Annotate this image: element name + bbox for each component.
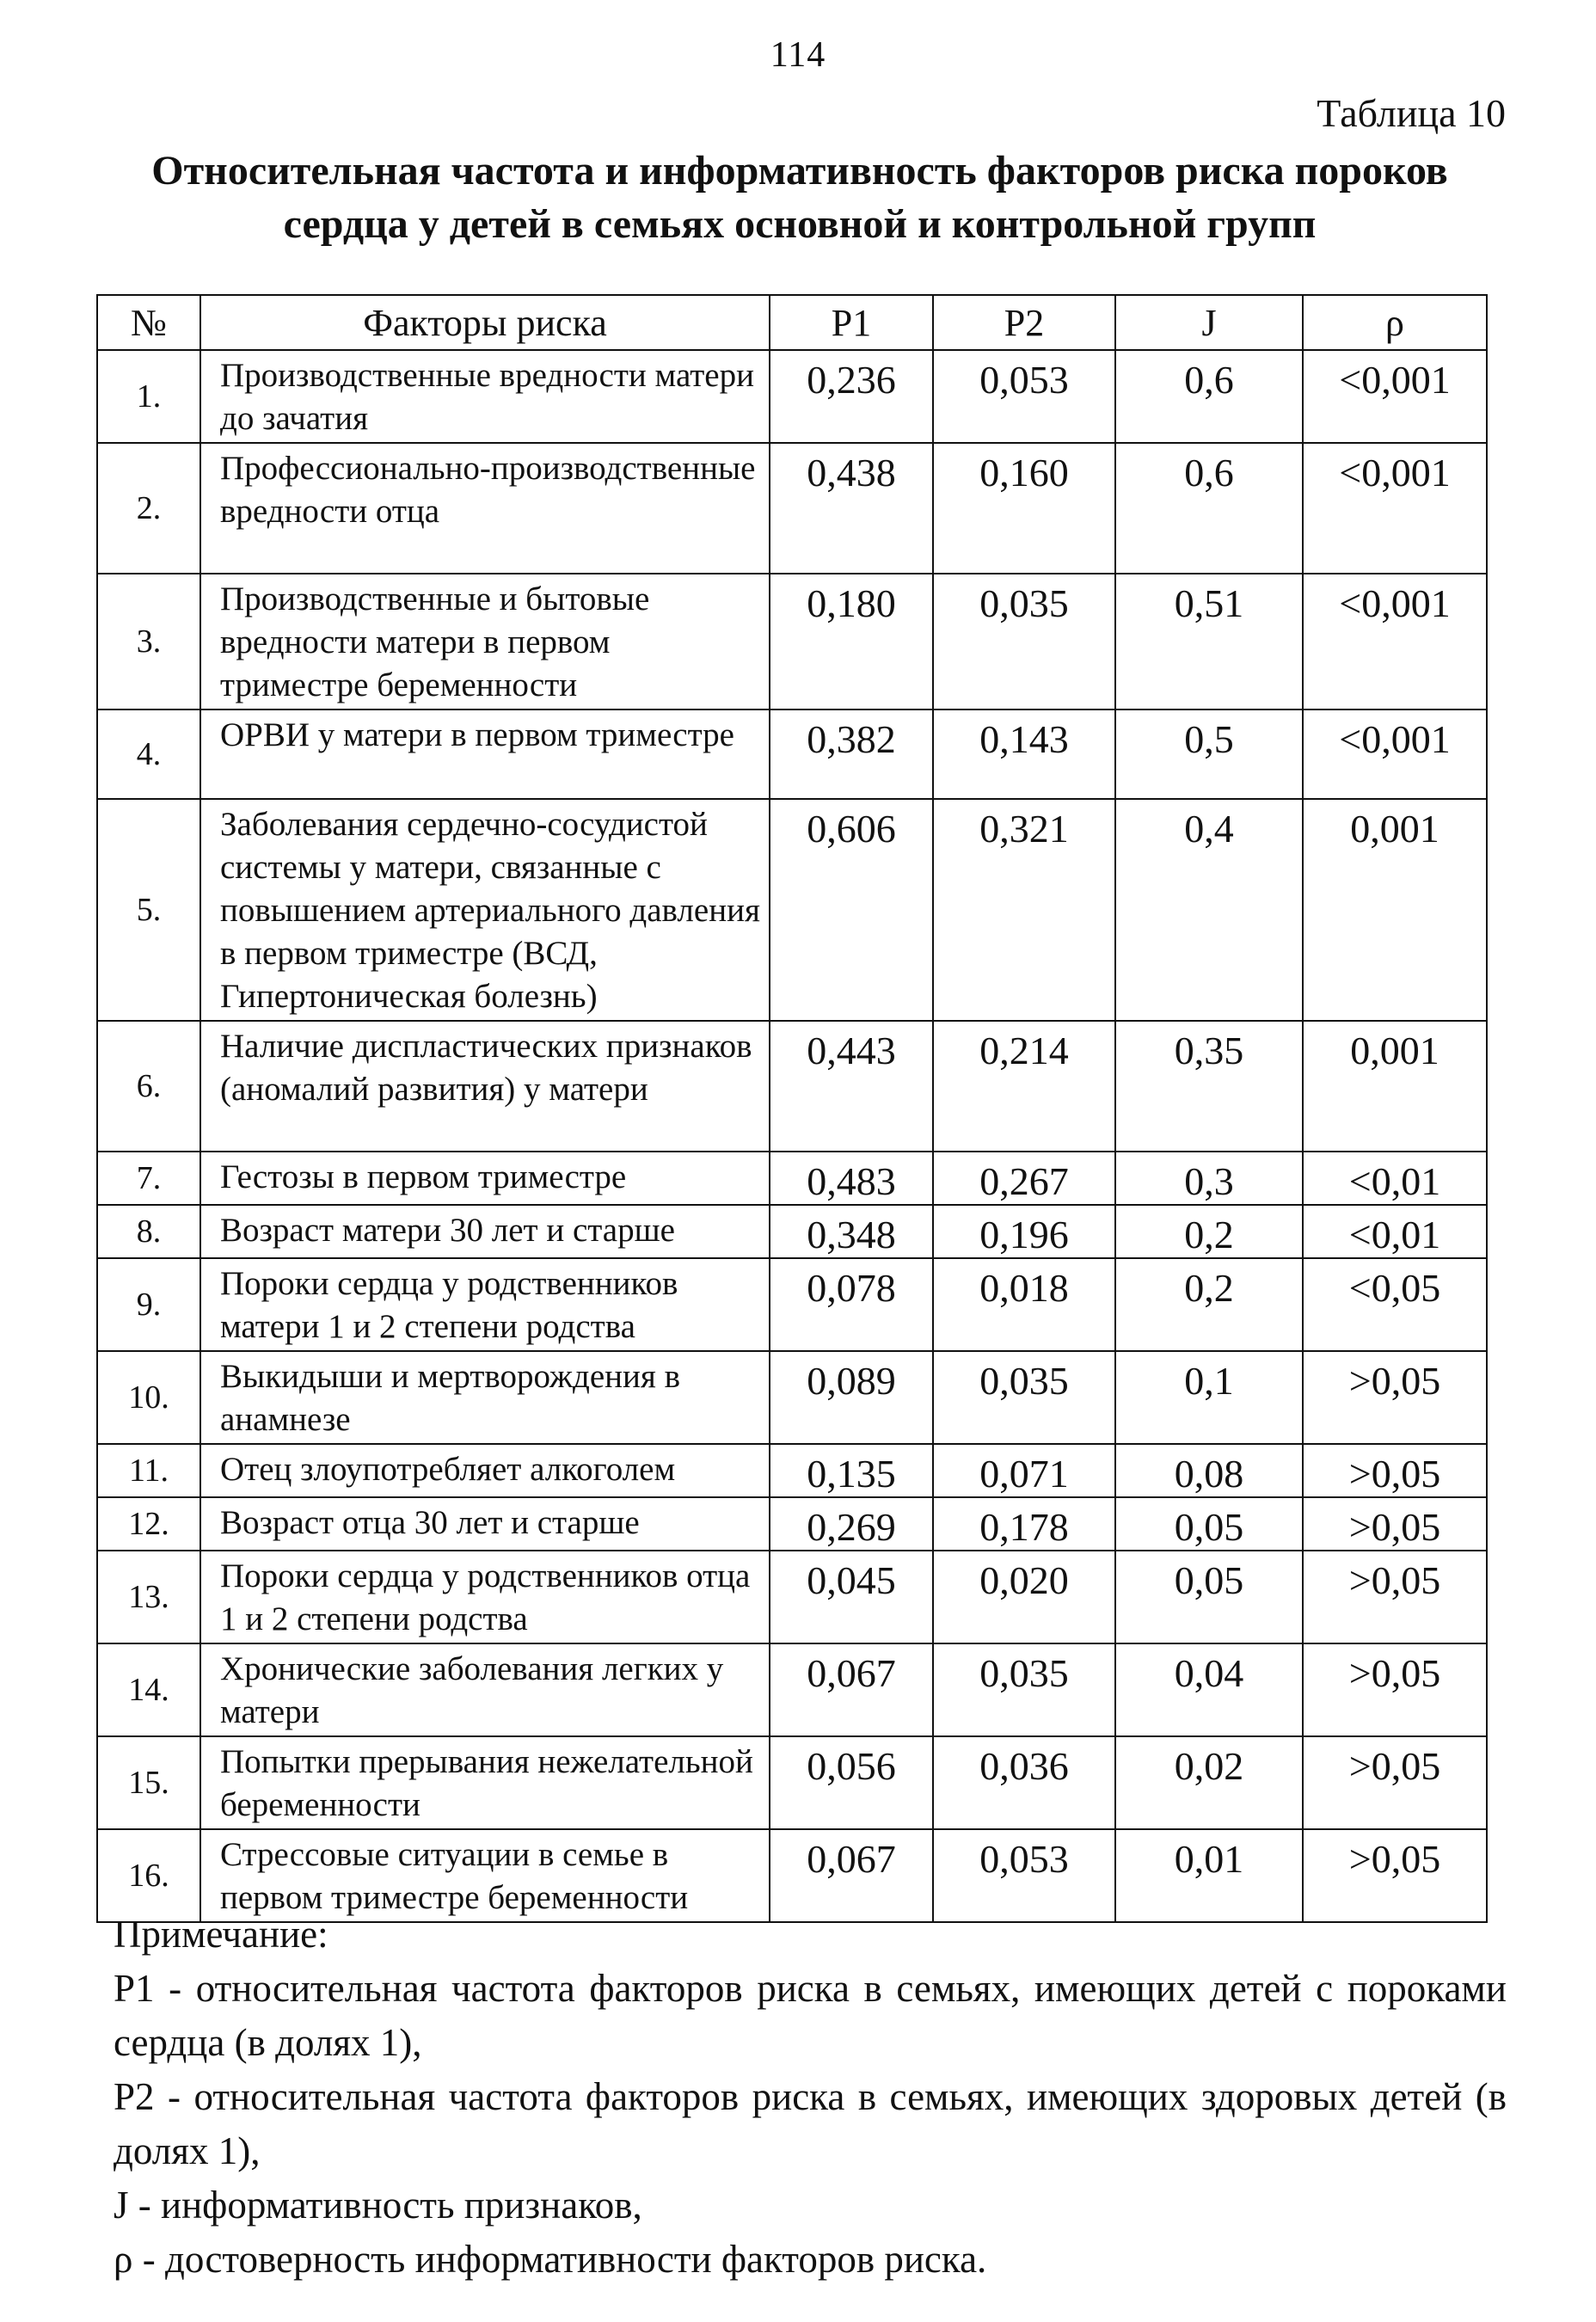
title-line-1: Относительная частота и информативность факторов риска пороков [151, 148, 1448, 194]
row-j: 0,2 [1115, 1205, 1303, 1258]
row-number: 8. [97, 1205, 200, 1258]
note-p2: P2 - относительная частота факторов риска в семьях, имеющих здоровых детей (в долях 1), [114, 2075, 1507, 2172]
row-p1: 0,443 [770, 1021, 933, 1152]
table-label: Таблица 10 [1317, 91, 1506, 135]
row-factor: Хронические заболевания легких у матери [200, 1643, 770, 1736]
row-rho: <0,001 [1303, 350, 1487, 443]
row-rho: 0,001 [1303, 1021, 1487, 1152]
row-number: 10. [97, 1351, 200, 1444]
row-p1: 0,135 [770, 1444, 933, 1497]
row-number: 9. [97, 1258, 200, 1351]
row-rho: >0,05 [1303, 1351, 1487, 1444]
table-row [97, 1205, 1487, 1258]
row-rho: <0,001 [1303, 443, 1487, 574]
table-row [97, 1152, 1487, 1205]
row-factor: Попытки прерывания нежелательной беременности [200, 1736, 770, 1829]
row-number: 16. [97, 1829, 200, 1922]
title-line-2: сердца у детей в семьях основной и контрольной групп [283, 201, 1317, 247]
row-j: 0,6 [1115, 350, 1303, 443]
row-p1: 0,067 [770, 1643, 933, 1736]
row-factor: Пороки сердца у родственников отца 1 и 2 степени родства [200, 1551, 770, 1643]
table-row [97, 799, 1487, 1021]
row-number: 14. [97, 1643, 200, 1736]
table-row [97, 1551, 1487, 1643]
row-number: 12. [97, 1497, 200, 1551]
row-p1: 0,438 [770, 443, 933, 574]
row-factor: Наличие диспластических признаков (аномалий развития) у матери [200, 1021, 770, 1152]
notes-heading: Примечание: [114, 1913, 328, 1956]
row-p1: 0,236 [770, 350, 933, 443]
row-rho: >0,05 [1303, 1736, 1487, 1829]
row-factor: Производственные вредности матери до зачатия [200, 350, 770, 443]
row-factor: Возраст отца 30 лет и старше [200, 1497, 770, 1551]
header-rho: ρ [1303, 295, 1487, 350]
row-p2: 0,321 [933, 799, 1115, 1021]
page-number: 114 [770, 35, 826, 75]
table-title [103, 144, 1496, 251]
row-j: 0,5 [1115, 710, 1303, 799]
notes [114, 1907, 1507, 2287]
row-j: 0,4 [1115, 799, 1303, 1021]
row-rho: >0,05 [1303, 1551, 1487, 1643]
row-factor: Заболевания сердечно-сосудистой системы у матери, связанные с повышением артериального давления в первом триместре (ВСД, Гипертоническая болезнь) [200, 799, 770, 1021]
row-rho: <0,01 [1303, 1152, 1487, 1205]
row-p2: 0,160 [933, 443, 1115, 574]
row-p2: 0,071 [933, 1444, 1115, 1497]
row-p2: 0,267 [933, 1152, 1115, 1205]
row-factor: Пороки сердца у родственников матери 1 и 2 степени родства [200, 1258, 770, 1351]
row-p2: 0,020 [933, 1551, 1115, 1643]
row-number: 4. [97, 710, 200, 799]
row-factor: Возраст матери 30 лет и старше [200, 1205, 770, 1258]
row-factor: Гестозы в первом триместре [200, 1152, 770, 1205]
row-j: 0,01 [1115, 1829, 1303, 1922]
row-j: 0,08 [1115, 1444, 1303, 1497]
row-j: 0,02 [1115, 1736, 1303, 1829]
header-p2: P2 [933, 295, 1115, 350]
note-rho: ρ - достоверность информативности факторов риска. [114, 2238, 987, 2281]
note-j: J - информативность признаков, [114, 2184, 642, 2227]
row-p1: 0,483 [770, 1152, 933, 1205]
table-header-row [97, 295, 1487, 350]
row-number: 15. [97, 1736, 200, 1829]
table-row [97, 443, 1487, 574]
row-rho: <0,001 [1303, 710, 1487, 799]
row-number: 7. [97, 1152, 200, 1205]
row-p1: 0,056 [770, 1736, 933, 1829]
row-j: 0,2 [1115, 1258, 1303, 1351]
row-rho: >0,05 [1303, 1643, 1487, 1736]
table-row [97, 1258, 1487, 1351]
row-number: 1. [97, 350, 200, 443]
table-row [97, 574, 1487, 710]
table-row [97, 1444, 1487, 1497]
row-p2: 0,036 [933, 1736, 1115, 1829]
header-p1: P1 [770, 295, 933, 350]
row-p2: 0,053 [933, 350, 1115, 443]
row-number: 13. [97, 1551, 200, 1643]
header-factor: Факторы риска [200, 295, 770, 350]
row-j: 0,6 [1115, 443, 1303, 574]
row-p1: 0,606 [770, 799, 933, 1021]
row-rho: <0,001 [1303, 574, 1487, 710]
row-factor: Отец злоупотребляет алкоголем [200, 1444, 770, 1497]
row-p2: 0,035 [933, 574, 1115, 710]
row-rho: 0,001 [1303, 799, 1487, 1021]
table-row [97, 1736, 1487, 1829]
row-p1: 0,180 [770, 574, 933, 710]
row-p2: 0,143 [933, 710, 1115, 799]
header-num: № [97, 295, 200, 350]
row-rho: >0,05 [1303, 1829, 1487, 1922]
row-number: 3. [97, 574, 200, 710]
row-p1: 0,348 [770, 1205, 933, 1258]
note-p1: P1 - относительная частота факторов риска в семьях, имеющих детей с пороками сердца (в долях 1), [114, 1967, 1507, 2064]
row-factor: Профессионально-производственные вредности отца [200, 443, 770, 574]
row-rho: >0,05 [1303, 1444, 1487, 1497]
row-j: 0,35 [1115, 1021, 1303, 1152]
row-p2: 0,214 [933, 1021, 1115, 1152]
row-factor: Стрессовые ситуации в семье в первом триместре беременности [200, 1829, 770, 1922]
row-j: 0,1 [1115, 1351, 1303, 1444]
table-row [97, 1021, 1487, 1152]
risk-factors-table [96, 294, 1488, 1923]
row-p1: 0,089 [770, 1351, 933, 1444]
row-p1: 0,078 [770, 1258, 933, 1351]
row-j: 0,51 [1115, 574, 1303, 710]
row-p2: 0,196 [933, 1205, 1115, 1258]
row-rho: <0,01 [1303, 1205, 1487, 1258]
row-p2: 0,035 [933, 1351, 1115, 1444]
row-p2: 0,053 [933, 1829, 1115, 1922]
row-number: 11. [97, 1444, 200, 1497]
row-j: 0,05 [1115, 1551, 1303, 1643]
row-p1: 0,067 [770, 1829, 933, 1922]
row-number: 5. [97, 799, 200, 1021]
row-p1: 0,269 [770, 1497, 933, 1551]
row-factor: Выкидыши и мертворождения в анамнезе [200, 1351, 770, 1444]
row-p1: 0,045 [770, 1551, 933, 1643]
table-body [97, 350, 1487, 1922]
row-number: 2. [97, 443, 200, 574]
row-p2: 0,018 [933, 1258, 1115, 1351]
row-rho: <0,05 [1303, 1258, 1487, 1351]
row-j: 0,3 [1115, 1152, 1303, 1205]
table-row [97, 1497, 1487, 1551]
row-factor: ОРВИ у матери в первом триместре [200, 710, 770, 799]
row-factor: Производственные и бытовые вредности матери в первом триместре беременности [200, 574, 770, 710]
table-row [97, 350, 1487, 443]
row-j: 0,05 [1115, 1497, 1303, 1551]
header-j: J [1115, 295, 1303, 350]
row-number: 6. [97, 1021, 200, 1152]
row-p2: 0,035 [933, 1643, 1115, 1736]
table-row [97, 1351, 1487, 1444]
row-j: 0,04 [1115, 1643, 1303, 1736]
row-rho: >0,05 [1303, 1497, 1487, 1551]
table-row [97, 1643, 1487, 1736]
table-row [97, 710, 1487, 799]
row-p1: 0,382 [770, 710, 933, 799]
row-p2: 0,178 [933, 1497, 1115, 1551]
